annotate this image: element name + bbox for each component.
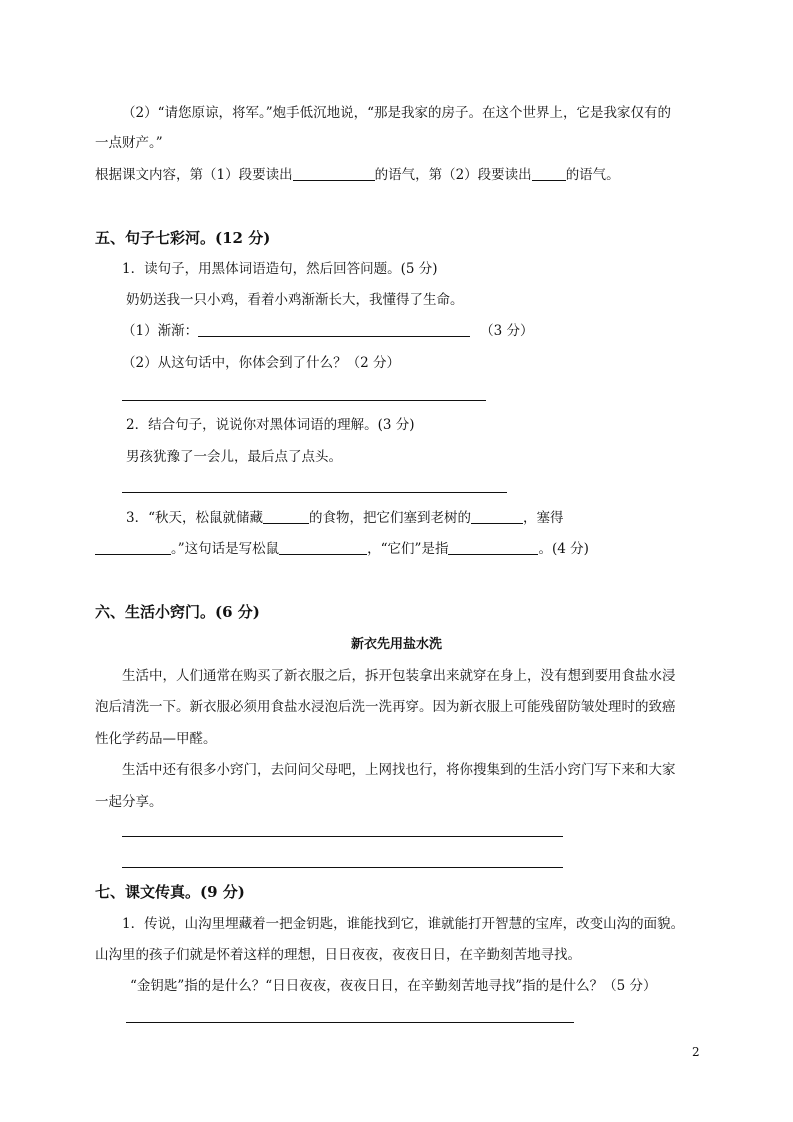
question-text: ，塞得: [523, 510, 564, 526]
question-text: 根据课文内容，第（1）段要读出: [95, 167, 293, 183]
answer-blank[interactable]: [279, 540, 367, 555]
question-text: 。”这句话是写松鼠: [171, 541, 280, 557]
answer-line[interactable]: [122, 400, 486, 401]
answer-blank[interactable]: [532, 166, 566, 181]
fill-in-question: [126, 509, 564, 527]
section-heading: 五、句子七彩河。(12 分): [95, 229, 271, 247]
sub-question: [122, 322, 533, 340]
answer-blank[interactable]: [471, 509, 523, 524]
question-text: ，“它们”是指: [367, 541, 449, 557]
passage-line: 1．传说，山沟里埋藏着一把金钥匙，谁能找到它，谁就能打开智慧的宝库，改变山沟的面貌。: [122, 916, 685, 932]
answer-line[interactable]: [122, 492, 507, 493]
question-text: 的食物，把它们塞到老树的: [309, 510, 471, 526]
passage-line: 性化学药品—甲醛。: [95, 731, 217, 747]
fill-in-question: [95, 540, 589, 558]
answer-line[interactable]: [122, 836, 563, 837]
question-prompt: 2．结合句子，说说你对黑体词语的理解。(3 分): [126, 417, 415, 433]
passage-line: 泡后清洗一下。新衣服必须用食盐水浸泡后洗一洗再穿。因为新衣服上可能残留防皱处理时的致癌: [95, 699, 676, 715]
example-sentence: 奶奶送我一只小鸡，看着小鸡渐渐长大，我懂得了生命。: [126, 292, 464, 308]
question-prompt: “金钥匙”指的是什么？“日日夜夜，夜夜日日，在辛勤刻苦地寻找”指的是什么？（5 分）: [130, 978, 657, 994]
question-text: 的语气。: [565, 167, 620, 183]
passage-line: 一起分享。: [95, 794, 163, 810]
answer-blank[interactable]: [448, 540, 538, 555]
section-heading: 七、课文传真。(9 分): [95, 883, 245, 901]
question-text: 。(4 分): [538, 541, 589, 557]
page-number: 2: [692, 1045, 700, 1059]
passage-line: 一点财产。”: [95, 135, 163, 151]
passage-line: 山沟里的孩子们就是怀着这样的理想，日日夜夜，夜夜日日，在辛勤刻苦地寻找。: [95, 947, 581, 963]
score-note: （3 分）: [480, 323, 534, 339]
answer-line[interactable]: [126, 1022, 574, 1023]
passage-line: 生活中还有很多小窍门，去问问父母吧，上网找也行，将你搜集到的生活小窍门写下来和大家: [122, 762, 676, 778]
answer-blank[interactable]: [198, 322, 470, 337]
reading-tone-question: [95, 166, 620, 184]
sub-question: （2）从这句话中，你体会到了什么？（2 分）: [122, 355, 400, 371]
passage-line: （2）“请您原谅，将军。”炮手低沉地说，“那是我家的房子。在这个世界上，它是我家仅有的: [122, 105, 672, 121]
question-text: 3．“秋天，松鼠就储藏: [126, 510, 263, 526]
example-sentence: 男孩犹豫了一会儿，最后点了点头。: [126, 449, 342, 465]
answer-blank[interactable]: [95, 540, 171, 555]
question-prompt: 1．读句子，用黑体词语造句，然后回答问题。(5 分): [122, 261, 438, 277]
answer-line[interactable]: [122, 867, 563, 868]
answer-blank[interactable]: [263, 509, 309, 524]
question-text: 的语气，第（2）段要读出: [374, 167, 532, 183]
sub-question-label: （1）渐渐：: [122, 323, 199, 339]
answer-blank[interactable]: [293, 166, 375, 181]
section-heading: 六、生活小窍门。(6 分): [95, 603, 260, 621]
passage-title: 新衣先用盐水洗: [350, 637, 442, 652]
passage-line: 生活中，人们通常在购买了新衣服之后，拆开包装拿出来就穿在身上，没有想到要用食盐水浸: [122, 668, 676, 684]
